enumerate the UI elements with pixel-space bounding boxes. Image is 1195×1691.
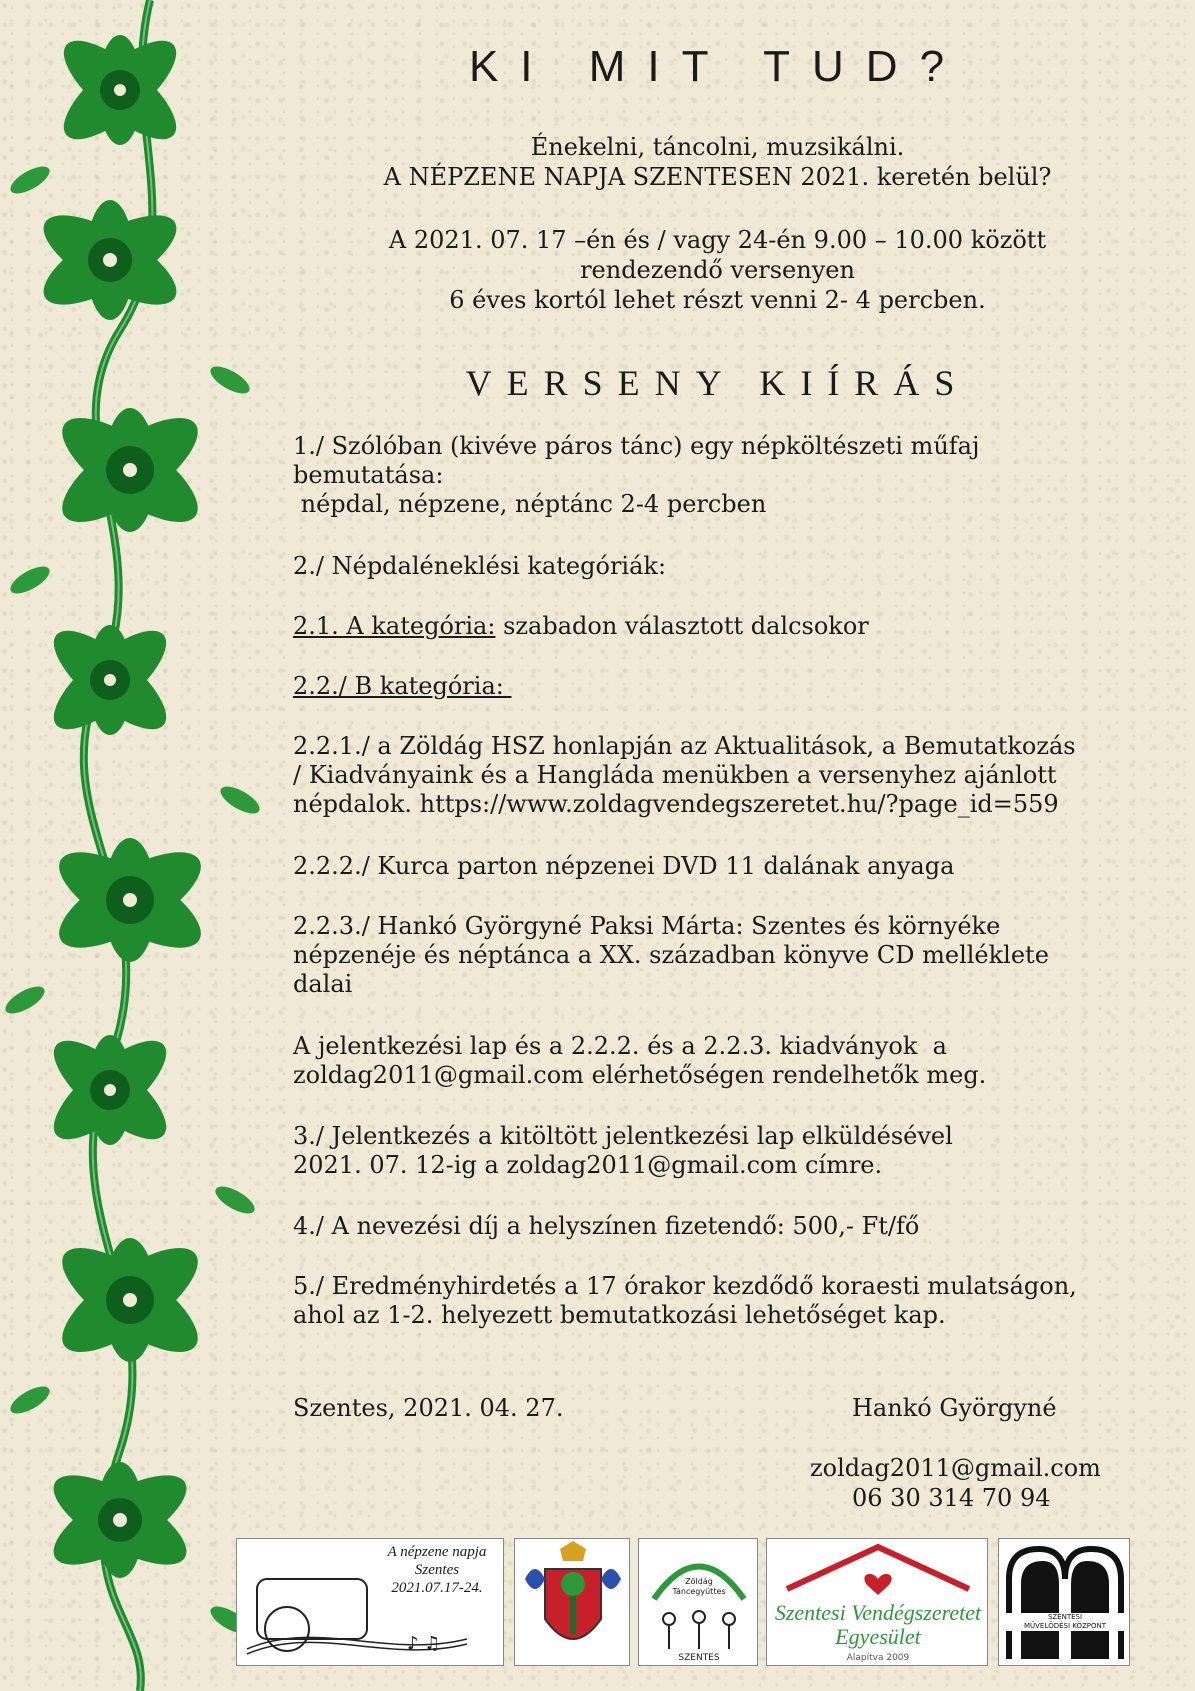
signer-name: Hankó Györgyné [852,1394,1057,1422]
association-name [767,1601,988,1649]
intro-line: A NÉPZENE NAPJA SZENTESEN 2021. keretén belül? [383,163,1052,191]
category-a-text: szabadon választott dalcsokor [495,612,869,640]
rule-text: zoldag2011@gmail.com elérhetőségen rendelhetők meg. [293,1061,987,1089]
rule-text: 5./ Eredményhirdetés a 17 órakor kezdődő koraesti mulatságon, [293,1272,1077,1300]
festival-text [377,1543,497,1597]
rule-text: 1./ Szólóban (kivéve páros tánc) egy népköltészeti műfaj [293,432,980,460]
intro-line: 6 éves kortól lehet részt venni 2- 4 percben. [449,286,986,314]
association-founded: Alapítva 2009 [846,1653,910,1663]
group-name [639,1577,758,1597]
sponsor-logos [236,1538,1156,1666]
rule-text: 2.2.3./ Hankó Györgyné Paksi Márta: Szentes és környéke [293,912,1001,940]
rule-text: dalai [293,970,353,998]
contact-email: zoldag2011@gmail.com [810,1454,1101,1482]
group-city: SZENTES [678,1653,720,1663]
place-date: Szentes, 2021. 04. 27. [293,1394,564,1422]
dance-group-logo [638,1538,758,1666]
rule-2-2-3 [293,912,1153,999]
association-logo [766,1538,988,1666]
category-a-label: 2.1. A kategória: [293,612,496,640]
contact-phone: 06 30 314 70 94 [852,1484,1051,1512]
intro-line: rendezendő versenyen [580,256,855,284]
rule-text: 2.2.1./ a Zöldág HSZ honlapján az Aktualitások, a Bemutatkozás [293,732,1076,760]
rule-text: ahol az 1-2. helyezett bemutatkozási lehetőséget kap. [293,1301,946,1329]
festival-dates: 2021.07.17-24. [391,1580,483,1596]
rule-text: 3./ Jelentkezés a kitöltött jelentkezési lap elküldésével [293,1122,953,1150]
intro-line: A 2021. 07. 17 –én és / vagy 24-én 9.00 – 10.00 között [388,226,1047,254]
center-name-line: SZENTESI [1047,1613,1083,1621]
rule-5 [293,1272,1153,1330]
rule-4: 4./ A nevezési díj a helyszínen fizetendő: 500,- Ft/fő [293,1212,920,1240]
rule-2: 2./ Népdaléneklési kategóriák: [293,552,667,580]
culture-center-logo [998,1538,1130,1666]
page-title: KI MIT TUD? [468,42,967,91]
intro-block [300,132,1135,192]
center-name-line: MŰVELŐDÉSI KÖZPONT [1023,1622,1107,1630]
festival-title: A népzene napja [387,1544,487,1560]
festival-logo [236,1538,504,1666]
rule-text: népdalok. https://www.zoldagvendegszeretet.hu/?page_id=559 [293,790,1059,818]
rule-text: bemutatása: [293,461,444,489]
arches-icon [999,1539,1130,1666]
rule-1 [293,432,1153,519]
intro-line: Énekelni, táncolni, muzsikálni. [530,133,905,161]
coat-of-arms-logo [514,1538,630,1666]
rule-text: 2021. 07. 12-ig a zoldag2011@gmail.com címre. [293,1151,883,1179]
group-name-line: Zöldág [685,1577,713,1586]
rule-text: népdal, népzene, néptánc 2-4 percben [293,490,767,518]
wreath-icon [639,1539,758,1666]
rule-2-1 [293,612,1153,641]
festival-city: Szentes [414,1562,460,1578]
order-info [293,1032,1153,1090]
center-name [999,1613,1130,1631]
rule-2-2-1 [293,732,1153,819]
rule-2-2 [293,672,1153,701]
section-heading: VERSENY KIÍRÁS [465,363,970,403]
association-name-line: Szentesi Vendégszeretet [774,1600,982,1625]
event-details [300,225,1135,315]
rule-3 [293,1122,1153,1180]
rule-text: népzenéje és néptánca a XX. században könyve CD melléklete [293,941,1049,969]
coat-of-arms-icon [515,1539,630,1666]
group-name-line: Táncegyüttes [672,1587,726,1596]
svg-text:♪ ♫: ♪ ♫ [407,1633,441,1654]
association-name-line: Egyesület [835,1624,921,1649]
rule-text: / Kiadványaink és a Hangláda menükben a versenyhez ajánlott [293,761,1057,789]
rule-2-2-2: 2.2.2./ Kurca parton népzenei DVD 11 dalának anyaga [293,852,955,880]
category-b-label: 2.2./ B kategória: [293,672,512,700]
floral-vine-decoration [0,0,270,1691]
rule-text: A jelentkezési lap és a 2.2.2. és a 2.2.3. kiadványok a [293,1032,947,1060]
